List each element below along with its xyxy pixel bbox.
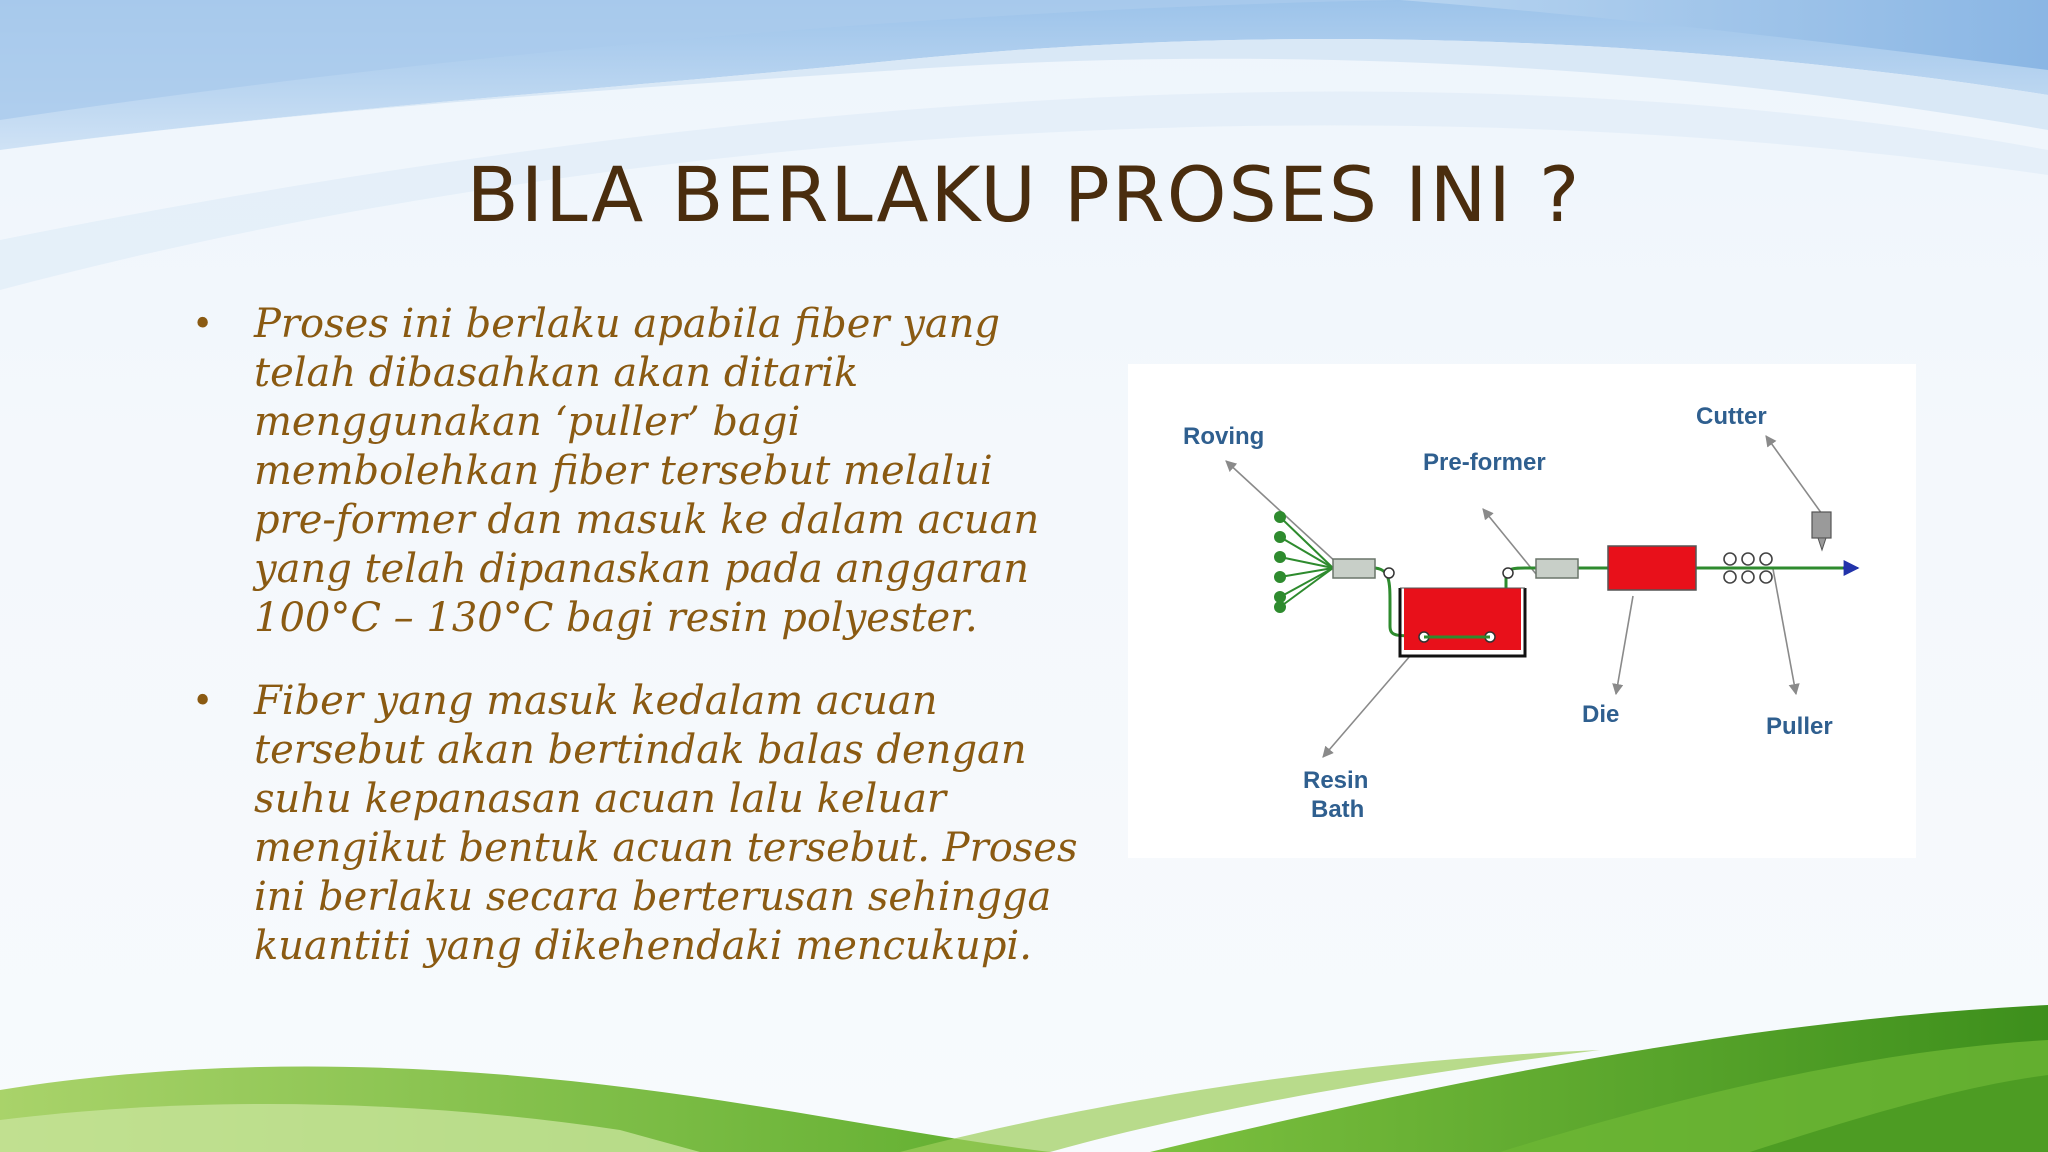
bullet-line: membolehkan fiber tersebut melalui	[254, 448, 993, 494]
die-box	[1608, 546, 1696, 590]
label-pre-former: Pre-former	[1423, 449, 1546, 476]
bullet-item	[190, 677, 1090, 971]
pultrusion-diagram	[1128, 364, 1916, 858]
bullet-item	[190, 300, 1090, 643]
bullet-dot-icon: •	[192, 304, 214, 345]
bullet-dot-icon: •	[192, 681, 214, 722]
bullet-line: pre-former dan masuk ke dalam acuan	[254, 497, 1040, 543]
bullet-line: 100°C – 130°C bagi resin polyester.	[254, 595, 978, 641]
pre-former-box	[1536, 559, 1578, 578]
bullet-list	[190, 300, 1090, 1005]
bullet-line: tersebut akan bertindak balas dengan	[254, 727, 1027, 773]
label-resin: Resin	[1303, 767, 1369, 794]
bullet-line: menggunakan ‘puller’ bagi	[254, 399, 801, 445]
label-roving: Roving	[1183, 423, 1265, 450]
bullet-line: yang telah dipanaskan pada anggaran	[254, 546, 1029, 592]
label-cutter: Cutter	[1696, 403, 1767, 430]
label-bath: Bath	[1311, 796, 1365, 823]
pultrusion-diagram-svg	[1128, 364, 1916, 858]
guide-plate	[1333, 559, 1375, 578]
bullet-line: ini berlaku secara berterusan sehingga	[254, 874, 1052, 920]
slide-title: BILA BERLAKU PROSES INI ?	[466, 150, 1582, 239]
bullet-line: Fiber yang masuk kedalam acuan	[254, 678, 938, 724]
bullet-line: suhu kepanasan acuan lalu keluar	[254, 776, 947, 822]
resin-bath	[1384, 568, 1525, 656]
bullet-line: mengikut bentuk acuan tersebut. Proses	[254, 825, 1078, 871]
label-die: Die	[1582, 701, 1620, 728]
roving-spools	[1274, 511, 1333, 613]
bullet-line: Proses ini berlaku apabila fiber yang	[254, 301, 1001, 347]
cutter-blade	[1812, 512, 1831, 550]
label-puller: Puller	[1766, 713, 1833, 740]
bullet-line: kuantiti yang dikehendaki mencukupi.	[254, 923, 1032, 969]
bullet-line: telah dibasahkan akan ditarik	[254, 350, 859, 396]
